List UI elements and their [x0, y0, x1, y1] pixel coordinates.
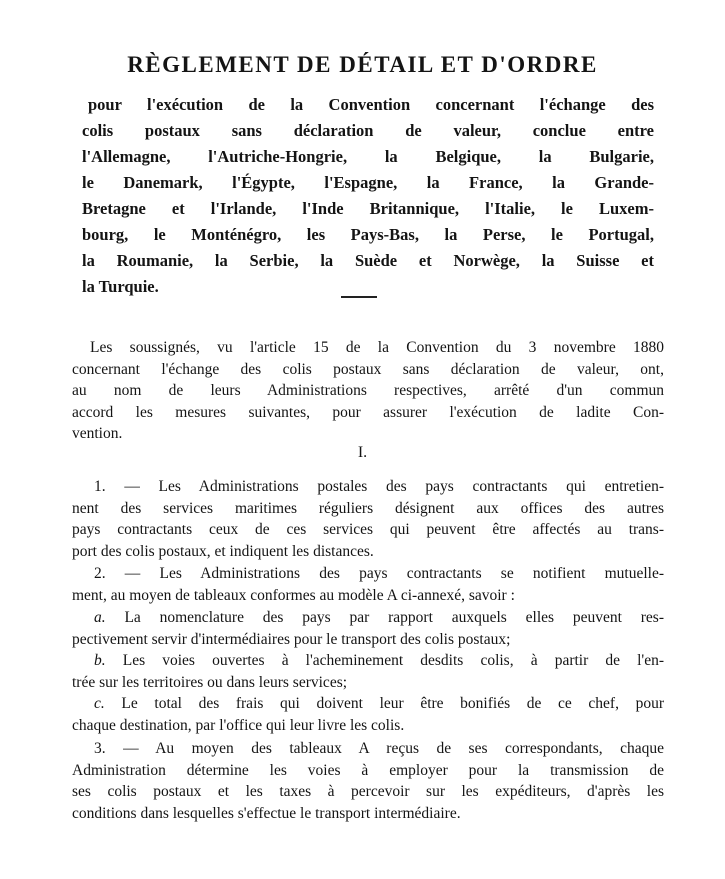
item-c-letter: c.	[94, 695, 105, 712]
article-2-item-a	[72, 607, 664, 650]
article-2	[72, 563, 664, 606]
intro-line: vention.	[72, 425, 123, 442]
item-a-text: La nomenclature des pays par rapport auxquels elles peuvent res-	[124, 609, 665, 626]
item-a-line: pectivement servir d'intermédiaires pour le transport des colis postaux;	[72, 630, 511, 648]
article-1-line: pays contractants ceux de ces services qui peuvent être affectés au trans-	[72, 521, 664, 538]
intro-line: accord les mesures suivantes, pour assurer l'exécution de ladite Con-	[72, 403, 664, 421]
intro-line: concernant l'échange des colis postaux sans déclaration de valeur, ont,	[72, 360, 664, 378]
article-3-line: conditions dans lesquelles s'effectue le transport intermédiaire.	[72, 804, 461, 822]
article-2-line: ment, au moyen de tableaux conformes au modèle A ci-annexé, savoir :	[72, 586, 515, 604]
article-2-line: 2. — Les Administrations des pays contractants se notifient mutuelle-	[94, 565, 664, 582]
item-c-line: chaque destination, par l'office qui leur livre les colis.	[72, 716, 405, 734]
subtitle-line: bourg, le Monténégro, les Pays-Bas, la Perse, le Portugal,	[82, 225, 654, 244]
item-a-line	[72, 607, 664, 629]
article-2-item-b	[72, 650, 664, 693]
subtitle-line: la Roumanie, la Serbie, la Suède et Norwège, la Suisse et	[82, 251, 654, 270]
subtitle-line: l'Allemagne, l'Autriche-Hongrie, la Belgique, la Bulgarie,	[82, 147, 654, 166]
intro-paragraph	[72, 337, 664, 445]
subtitle-line: la Turquie.	[82, 277, 159, 296]
item-b-text: Les voies ouvertes à l'acheminement desdits colis, à partir de l'en-	[122, 652, 665, 669]
item-c-text: Le total des frais qui doivent leur être bonifiés de ce chef, pour	[121, 695, 664, 712]
article-3-line: Administration détermine les voies à employer pour la transmission de	[72, 761, 664, 779]
title-divider	[341, 296, 377, 298]
document-subtitle	[82, 92, 654, 300]
item-b-line	[72, 650, 664, 672]
article-2-item-c	[72, 693, 664, 736]
intro-line: au nom de leurs Administrations respectives, arrêté d'un commun	[72, 382, 664, 399]
subtitle-line: pour l'exécution de la Convention concernant l'échange des	[88, 95, 654, 114]
subtitle-line: Bretagne et l'Irlande, l'Inde Britannique, l'Italie, le Luxem-	[82, 199, 654, 218]
article-3-line: 3. — Au moyen des tableaux A reçus de ses correspondants, chaque	[94, 740, 664, 757]
intro-line: Les soussignés, vu l'article 15 de la Convention du 3 novembre 1880	[90, 339, 664, 356]
article-1	[72, 476, 664, 562]
article-1-line: 1. — Les Administrations postales des pays contractants qui entretien-	[94, 478, 664, 495]
document-title: RÈGLEMENT DE DÉTAIL ET D'ORDRE	[127, 52, 598, 77]
article-3	[72, 738, 664, 824]
article-1-line: port des colis postaux, et indiquent les distances.	[72, 542, 374, 560]
article-3-line: ses colis postaux et les taxes à percevoir sur les expéditeurs, d'après les	[72, 783, 664, 800]
section-heading: I.	[357, 444, 368, 461]
item-c-line	[72, 693, 664, 715]
item-a-letter: a.	[94, 609, 106, 626]
article-1-line: nent des services maritimes réguliers désignent aux offices des autres	[72, 499, 664, 517]
item-b-line: trée sur les territoires ou dans leurs services;	[72, 673, 348, 691]
subtitle-line: colis postaux sans déclaration de valeur, conclue entre	[82, 121, 654, 140]
item-b-letter: b.	[94, 652, 106, 669]
subtitle-line: le Danemark, l'Égypte, l'Espagne, la France, la Grande-	[82, 173, 654, 192]
